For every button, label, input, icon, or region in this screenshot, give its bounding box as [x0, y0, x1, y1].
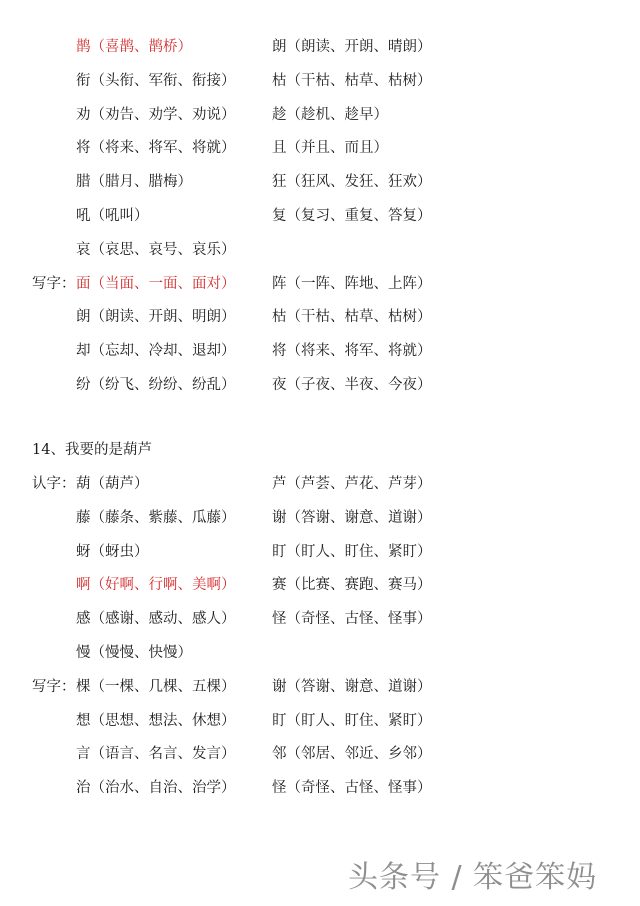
- vocab-row: [0, 573, 640, 597]
- vocab-row: [0, 272, 640, 296]
- vocab-row: [0, 709, 640, 733]
- character-entry-left: 朗（朗读、开朗、明朗）: [76, 309, 236, 326]
- character-entry-right: 赛（比赛、赛跑、赛马）: [272, 577, 432, 594]
- row-label: 写字：: [32, 678, 76, 695]
- watermark: 头条号 / 笨爸笨妈: [348, 860, 598, 895]
- vocab-row: [0, 776, 640, 800]
- character-entry-left: 蚜（蚜虫）: [76, 543, 149, 560]
- character-entry-right: 谢（答谢、谢意、道谢）: [272, 678, 432, 695]
- vocab-row: [0, 675, 640, 699]
- vocab-row: [0, 136, 640, 160]
- vocab-row: [0, 641, 640, 665]
- character-entry-right: 狂（狂风、发狂、狂欢）: [272, 174, 432, 191]
- character-entry-right: 邻（邻居、邻近、乡邻）: [272, 746, 432, 763]
- character-entry-right: 将（将来、将军、将就）: [272, 343, 432, 360]
- character-entry-right: 枯（干枯、枯草、枯树）: [272, 309, 432, 326]
- character-entry-left: 纷（纷飞、纷纷、纷乱）: [76, 377, 236, 393]
- vocab-row: [0, 373, 640, 397]
- character-entry-right: 芦（芦荟、芦花、芦芽）: [272, 476, 432, 492]
- character-entry-left: 鹊（喜鹊、鹊桥）: [76, 39, 192, 55]
- character-entry-left: 藤（藤条、紫藤、瓜藤）: [76, 509, 236, 526]
- row-label: 认字：: [32, 476, 76, 492]
- character-entry-right: 夜（子夜、半夜、今夜）: [272, 377, 432, 393]
- character-entry-left: 慢（慢慢、快慢）: [76, 645, 192, 661]
- character-entry-left: 腊（腊月、腊梅）: [76, 174, 192, 191]
- character-entry-left: 哀（哀思、哀号、哀乐）: [76, 241, 236, 258]
- character-entry-left: 面（当面、一面、面对）: [76, 275, 236, 292]
- character-entry-right: 趁（趁机、趁早）: [272, 106, 388, 123]
- vocab-row: [0, 305, 640, 329]
- character-entry-left: 吼（吼叫）: [76, 208, 149, 224]
- character-entry-right: 怪（奇怪、古怪、怪事）: [272, 611, 432, 628]
- vocab-row: [0, 238, 640, 262]
- row-label: 写字：: [32, 275, 76, 292]
- vocab-row: [0, 35, 640, 59]
- vocab-row: [0, 540, 640, 564]
- character-entry-right: 盯（盯人、盯住、紧盯）: [272, 543, 432, 560]
- vocab-row: [0, 170, 640, 194]
- vocab-row: [0, 506, 640, 530]
- vocab-row: [0, 472, 640, 496]
- character-entry-right: 朗（朗读、开朗、晴朗）: [272, 39, 432, 55]
- character-entry-left: 治（治水、自治、治学）: [76, 780, 236, 797]
- character-entry-left: 啊（好啊、行啊、美啊）: [76, 577, 236, 594]
- character-entry-left: 将（将来、将军、将就）: [76, 140, 236, 157]
- character-entry-left: 衔（头衔、军衔、衔接）: [76, 72, 236, 89]
- character-entry-left: 想（思想、想法、休想）: [76, 712, 236, 729]
- vocab-row: [0, 742, 640, 766]
- character-entry-right: 谢（答谢、谢意、道谢）: [272, 509, 432, 526]
- character-entry-left: 言（语言、名言、发言）: [76, 746, 236, 763]
- character-entry-right: 阵（一阵、阵地、上阵）: [272, 275, 432, 292]
- character-entry-right: 盯（盯人、盯住、紧盯）: [272, 712, 432, 729]
- character-entry-right: 怪（奇怪、古怪、怪事）: [272, 780, 432, 797]
- character-entry-right: 复（复习、重复、答复）: [272, 208, 432, 224]
- vocab-row: [0, 69, 640, 93]
- character-entry-left: 却（忘却、冷却、退却）: [76, 343, 236, 360]
- vocab-row: [0, 204, 640, 228]
- character-entry-left: 感（感谢、感动、感人）: [76, 611, 236, 628]
- character-entry-right: 且（并且、而且）: [272, 140, 388, 157]
- character-entry-left: 棵（一棵、几棵、五棵）: [76, 678, 236, 695]
- character-entry-left: 劝（劝告、劝学、劝说）: [76, 106, 236, 123]
- vocab-row: [0, 103, 640, 127]
- vocab-row: [0, 339, 640, 363]
- lesson-title: 14、我要的是葫芦: [32, 442, 152, 458]
- character-entry-left: 葫（葫芦）: [76, 476, 149, 492]
- character-entry-right: 枯（干枯、枯草、枯树）: [272, 72, 432, 89]
- vocab-row: [0, 607, 640, 631]
